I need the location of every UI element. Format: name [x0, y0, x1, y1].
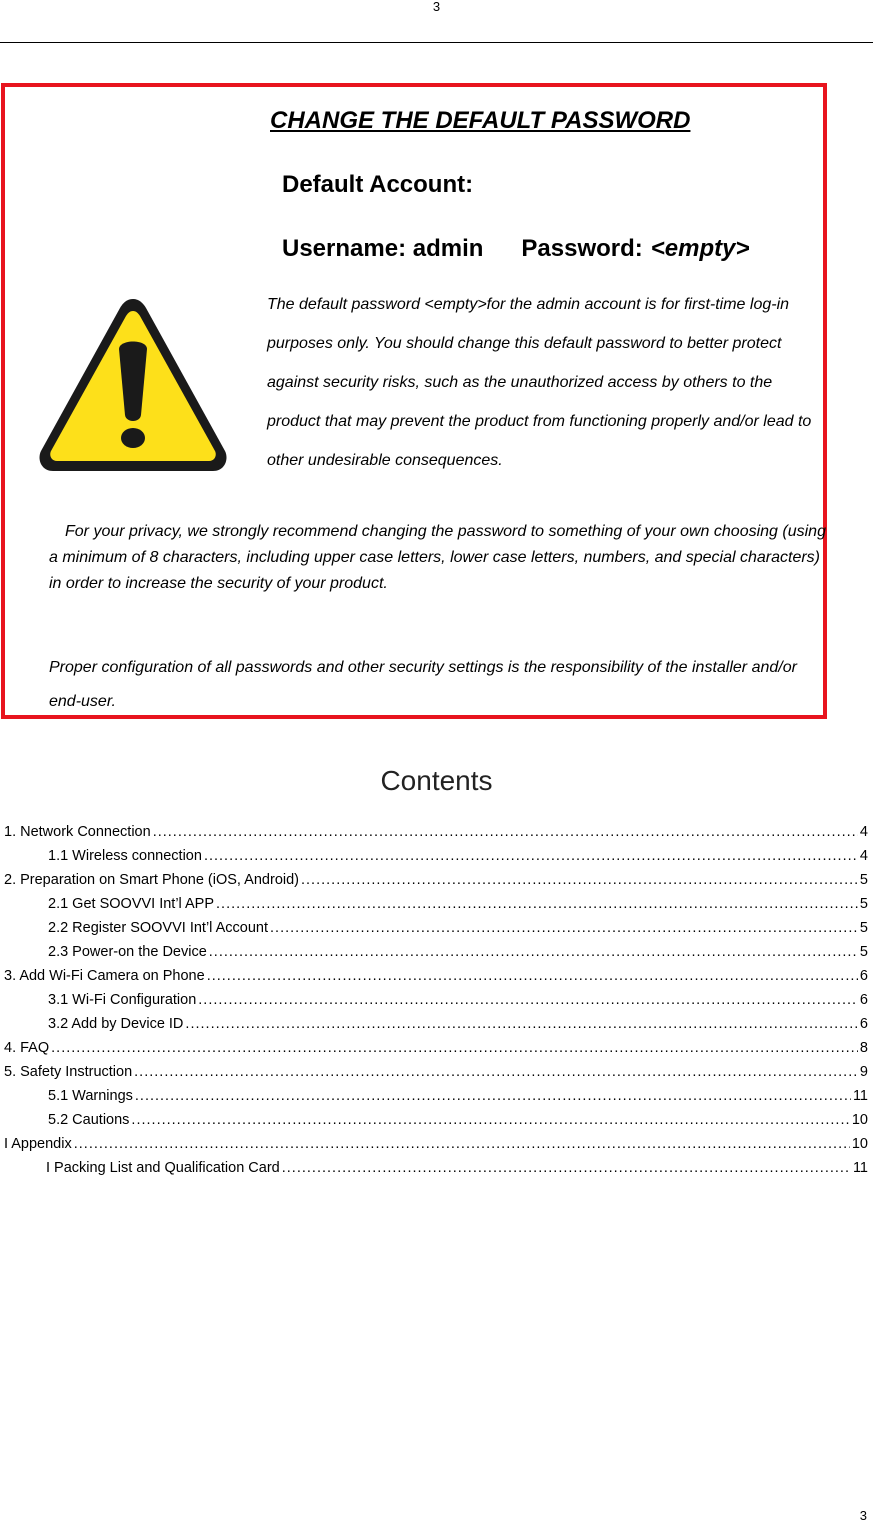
toc-entry-label: 1. Network Connection — [4, 820, 153, 844]
warning-triangle-icon — [33, 291, 233, 479]
toc-entry-label: 4. FAQ — [4, 1036, 51, 1060]
toc-entry[interactable] — [0, 820, 868, 844]
toc-entry-page: 5 — [859, 896, 868, 912]
toc-entry[interactable] — [0, 1036, 868, 1060]
toc-dot-leader — [198, 988, 858, 1012]
toc-entry-page: 11 — [852, 1160, 868, 1176]
toc-entry-label: 2.1 Get SOOVVI Int’l APP — [48, 892, 216, 916]
toc-dot-leader — [209, 940, 858, 964]
default-credentials — [282, 235, 750, 263]
warning-paragraph-default: The default password <empty>for the admin account is for first-time log-in purposes only. You should change this default password to better protect against security risks, such as the unauthorized access by others to the product that may prevent the product from functioning properly and/or lead to other undesirable consequences. — [267, 296, 812, 469]
toc-entry-page: 6 — [859, 992, 868, 1008]
toc-entry-page: 6 — [859, 1016, 868, 1032]
toc-entry[interactable] — [0, 940, 868, 964]
toc-entry[interactable] — [0, 964, 868, 988]
toc-entry[interactable] — [0, 868, 868, 892]
toc-dot-leader — [153, 820, 858, 844]
toc-entry-label: 5.1 Warnings — [48, 1084, 135, 1108]
toc-entry[interactable] — [0, 1060, 868, 1084]
toc-entry-page: 10 — [851, 1136, 868, 1152]
toc-entry[interactable] — [0, 916, 868, 940]
footer-page-number: 3 — [859, 1508, 867, 1523]
toc-entry-label: 2.2 Register SOOVVI Int’l Account — [48, 916, 270, 940]
toc-entry-page: 8 — [859, 1040, 868, 1056]
toc-entry-page: 11 — [852, 1088, 868, 1104]
toc-entry-label: I Packing List and Qualification Card — [46, 1156, 282, 1180]
toc-entry-page: 5 — [859, 872, 868, 888]
toc-entry[interactable] — [0, 1084, 868, 1108]
toc-entry-page: 5 — [859, 944, 868, 960]
toc-entry[interactable] — [0, 1132, 868, 1156]
warning-paragraph-responsibility: Proper configuration of all passwords and other security settings is the responsibility of the installer and/or end-user. — [49, 659, 797, 710]
toc-entry[interactable] — [0, 892, 868, 916]
contents-title: Contents — [380, 765, 493, 796]
toc-dot-leader — [270, 916, 858, 940]
toc-entry[interactable] — [0, 988, 868, 1012]
toc-entry[interactable] — [0, 1012, 868, 1036]
header-page-number: 3 — [432, 0, 441, 14]
default-account-heading: Default Account: — [282, 171, 474, 198]
toc-entry-page: 4 — [859, 824, 868, 840]
toc-entry-page: 4 — [859, 848, 868, 864]
toc-dot-leader — [74, 1132, 850, 1156]
toc-entry-label: 2.3 Power-on the Device — [48, 940, 209, 964]
toc-entry-label: 3.2 Add by Device ID — [48, 1012, 185, 1036]
password-value: <empty> — [650, 235, 750, 262]
table-of-contents — [0, 820, 868, 1180]
toc-dot-leader — [207, 964, 858, 988]
toc-entry-label: I Appendix — [4, 1132, 74, 1156]
toc-dot-leader — [185, 1012, 858, 1036]
toc-entry-label: 2. Preparation on Smart Phone (iOS, Android) — [4, 868, 301, 892]
toc-entry[interactable] — [0, 1156, 868, 1180]
toc-entry-label: 3.1 Wi-Fi Configuration — [48, 988, 198, 1012]
header-rule — [0, 42, 873, 43]
toc-dot-leader — [301, 868, 858, 892]
toc-dot-leader — [134, 1060, 858, 1084]
toc-entry-label: 5. Safety Instruction — [4, 1060, 134, 1084]
toc-dot-leader — [131, 1108, 849, 1132]
toc-entry[interactable] — [0, 844, 868, 868]
toc-dot-leader — [51, 1036, 858, 1060]
toc-entry[interactable] — [0, 1108, 868, 1132]
username-text: Username: admin — [282, 235, 484, 262]
toc-entry-page: 10 — [851, 1112, 868, 1128]
toc-dot-leader — [135, 1084, 851, 1108]
toc-entry-page: 6 — [859, 968, 868, 984]
warning-paragraph-privacy: For your privacy, we strongly recommend changing the password to something of your own choosing (using a minimum of 8 characters, including upper case letters, lower case letters, numbers, and special characters) in order to increase the security of your product. — [49, 523, 826, 592]
password-label: Password: — [521, 235, 643, 262]
toc-dot-leader — [204, 844, 858, 868]
toc-entry-page: 9 — [859, 1064, 868, 1080]
toc-entry-page: 5 — [859, 920, 868, 936]
toc-dot-leader — [282, 1156, 851, 1180]
toc-entry-label: 5.2 Cautions — [48, 1108, 131, 1132]
toc-entry-label: 3. Add Wi-Fi Camera on Phone — [4, 964, 207, 988]
password-warning-box — [1, 83, 827, 719]
warning-title: CHANGE THE DEFAULT PASSWORD — [270, 107, 691, 134]
toc-entry-label: 1.1 Wireless connection — [48, 844, 204, 868]
toc-dot-leader — [216, 892, 858, 916]
